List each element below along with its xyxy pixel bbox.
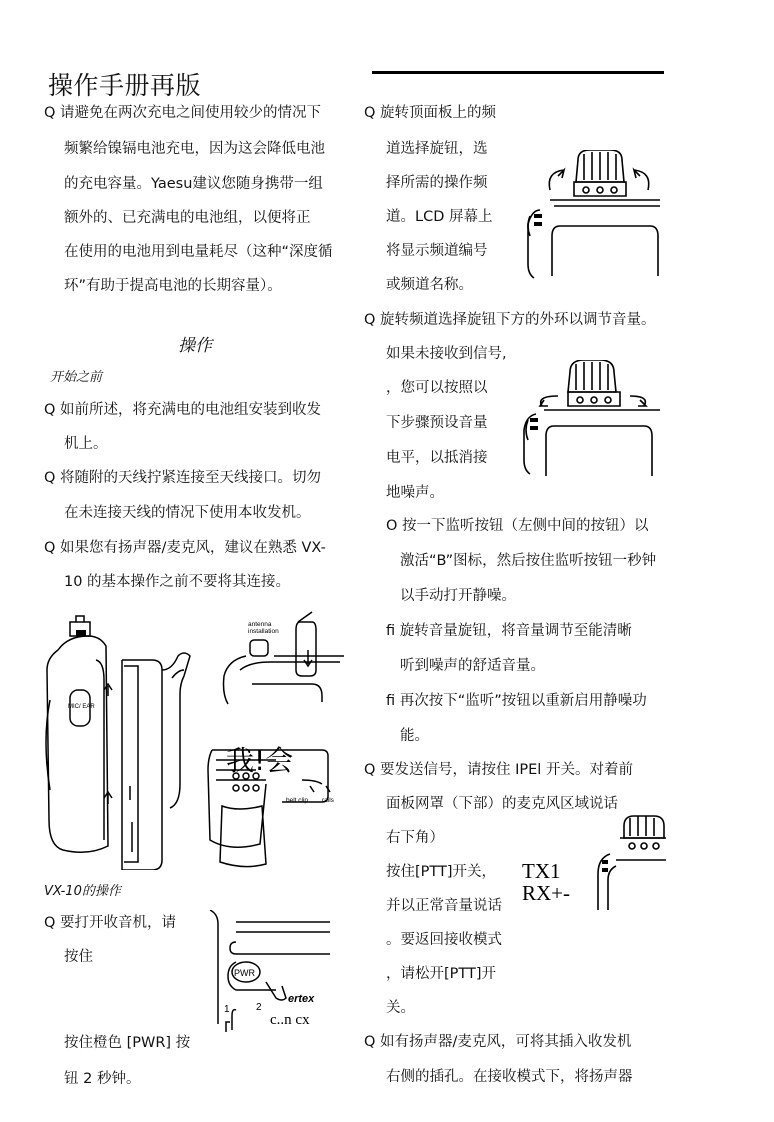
- figure-volume-ring: [518, 360, 664, 478]
- callout-number-1: 1: [224, 1004, 230, 1015]
- figure-installation: [40, 600, 350, 870]
- vertex-logo-text: ertex: [288, 993, 315, 1005]
- figure-channel-knob: [520, 150, 666, 280]
- subheading-before-start: 开始之前: [50, 370, 103, 385]
- antenna-label-2: installation: [248, 628, 279, 635]
- antenna-label-1: antenna: [248, 621, 272, 628]
- figure-power-button: [206, 910, 330, 1032]
- callout-number-2: 2: [256, 1002, 262, 1013]
- pwr-button-label: PWR: [234, 968, 255, 978]
- rx-label: RX+-: [522, 881, 571, 905]
- header-rule: [372, 71, 664, 74]
- subheading-vx10-operation: VX-10的操作: [44, 884, 121, 899]
- garbled-caption: c..n cx: [270, 1012, 310, 1028]
- mic-ear-label: MIC/ EAR: [68, 704, 95, 710]
- page-title: 操作手册再版: [48, 71, 202, 100]
- overlay-text: 我!会: [226, 744, 294, 777]
- tx-label: TX1: [522, 859, 561, 883]
- belt-clip-label: belt clip: [286, 797, 309, 804]
- rails-label: rails: [322, 797, 334, 804]
- figure-ptt: [520, 800, 666, 912]
- section-heading-operation: 操作: [178, 336, 212, 356]
